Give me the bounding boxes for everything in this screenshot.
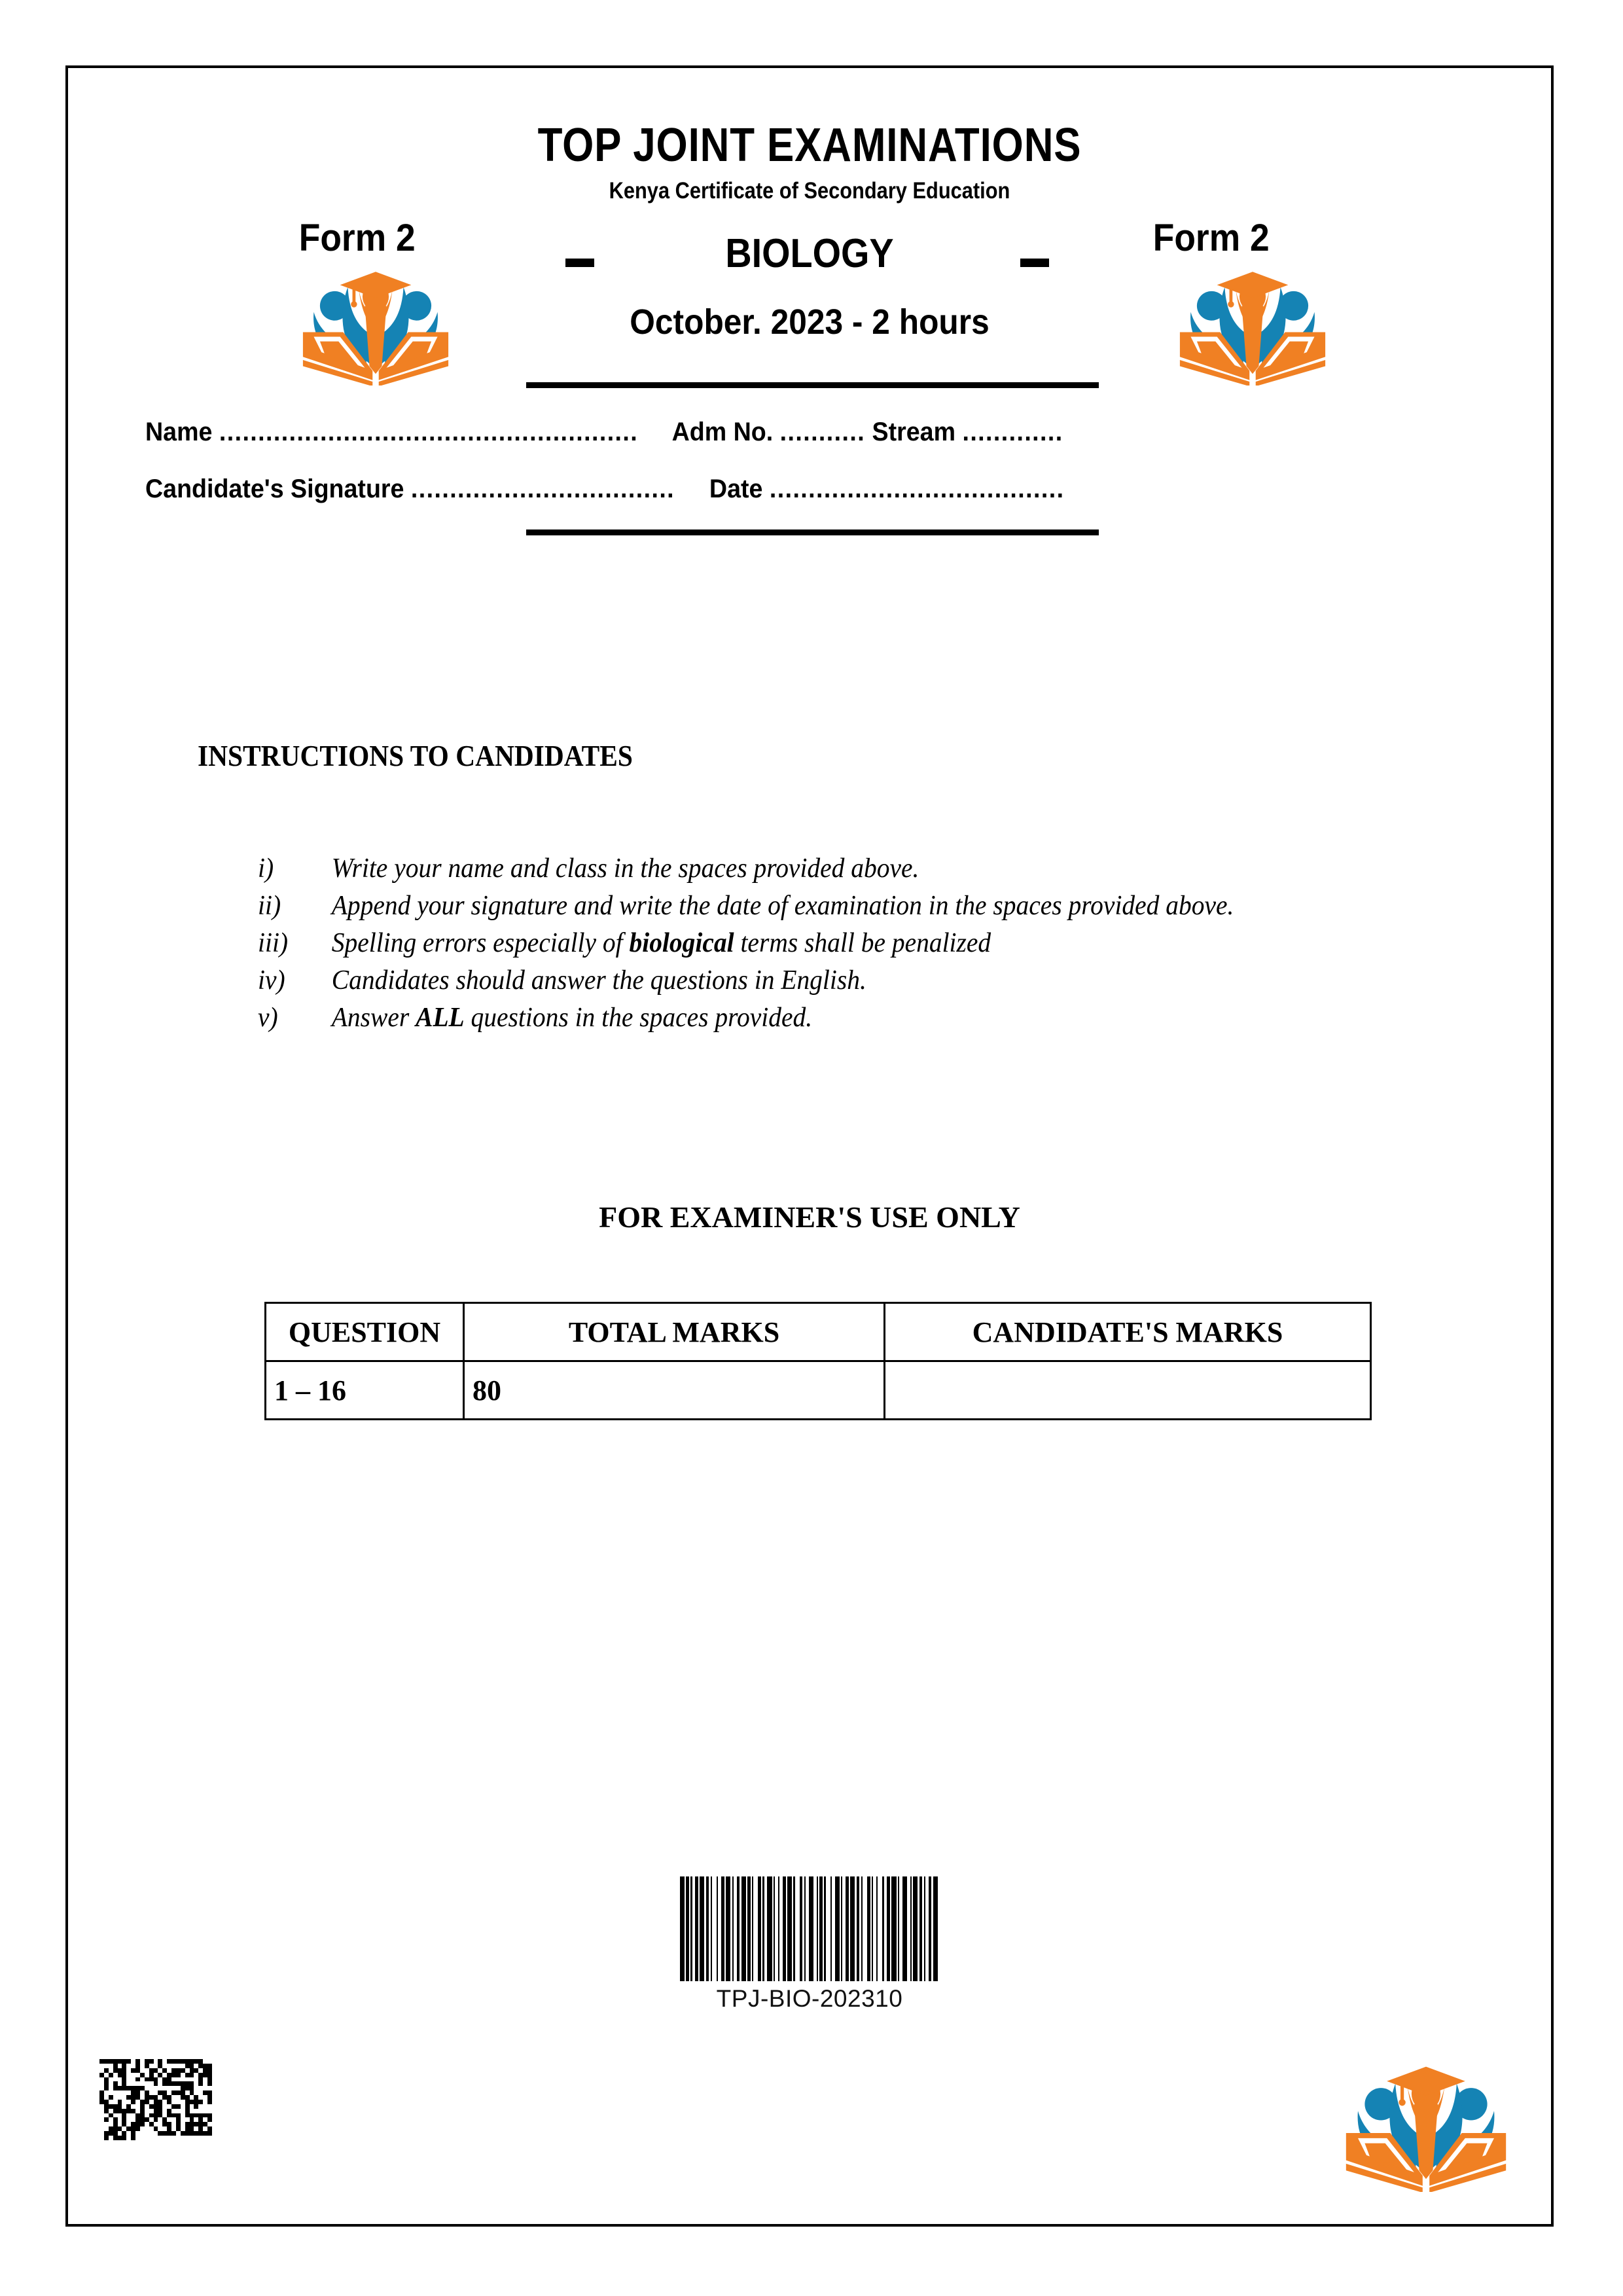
instruction-text: Candidates should answer the questions in English. [331,965,866,996]
cell-question-range: 1 – 16 [266,1361,464,1420]
instruction-text-tail: questions in the spaces provided. [464,1003,813,1033]
exam-date-duration: October. 2023 - 2 hours [630,302,990,342]
instruction-numeral: ii) [258,891,281,921]
instruction-text: Append your signature and write the date of examination in the spaces provided above. [331,891,1234,921]
signature-label: Candidate's Signature [145,475,404,503]
signature-input[interactable]: .................................. [410,475,675,503]
form-level-right: Form 2 [1152,217,1270,259]
exam-subtitle: Kenya Certificate of Secondary Education [609,178,1010,204]
instruction-text-tail: terms shall be penalized [734,928,991,958]
signature-field-row [145,475,1314,504]
exam-logo-right-icon [1174,258,1331,386]
adm-no-label: Adm No. [671,418,774,446]
page-title: TOP JOINT EXAMINATIONS [537,119,1082,171]
subject-name: BIOLOGY [725,231,894,276]
examiner-use-heading: FOR EXAMINER'S USE ONLY [599,1200,1020,1234]
instructions-list [258,850,1488,1037]
exam-page [65,65,1554,2227]
instruction-item [258,888,1414,925]
date-input[interactable]: ...................................... [769,475,1065,503]
instruction-item [258,999,1414,1037]
instruction-text: Write your name and class in the spaces provided above. [331,853,919,884]
instruction-text: Answer [331,1003,416,1033]
name-input[interactable]: ...................................................... [219,418,639,446]
instruction-item [258,962,1414,999]
column-header-candidate-marks: CANDIDATE'S MARKS [885,1303,1371,1361]
instruction-numeral: v) [258,1003,278,1033]
table-header-row [266,1303,1371,1361]
instruction-emphasis: biological [629,928,734,958]
stream-input[interactable]: ............. [962,418,1063,446]
form-level-left: Form 2 [298,217,416,259]
cell-candidate-marks[interactable] [885,1361,1371,1420]
instruction-numeral: iii) [258,928,289,958]
table-row [266,1361,1371,1420]
header-divider-bottom [526,529,1099,535]
name-label: Name [145,418,213,446]
cell-total-marks: 80 [464,1361,885,1420]
barcode-block [68,1868,1551,2013]
name-field-row [145,418,1314,447]
column-header-question: QUESTION [266,1303,464,1361]
qr-code [99,2059,212,2172]
instructions-heading: INSTRUCTIONS TO CANDIDATES [198,739,633,772]
barcode-label: TPJ-BIO-202310 [716,1985,903,2012]
footer-logo-icon [1341,2051,1511,2192]
column-header-total-marks: TOTAL MARKS [464,1303,885,1361]
instruction-numeral: i) [258,853,274,884]
instruction-item [258,925,1414,962]
instruction-numeral: iv) [258,965,285,996]
examiner-marks-table [264,1302,1372,1420]
barcode-image [680,1876,939,1981]
exam-logo-left-icon [297,258,454,386]
dash-separator-right-icon [1020,259,1049,267]
candidate-details [145,418,1389,504]
adm-no-input[interactable]: ........... [779,418,866,446]
instruction-emphasis: ALL [416,1003,465,1033]
instruction-text: Spelling errors especially of [331,928,630,958]
date-label: Date [709,475,763,503]
instruction-item [258,850,1414,888]
header-divider-top [526,382,1099,388]
stream-label: Stream [872,418,956,446]
